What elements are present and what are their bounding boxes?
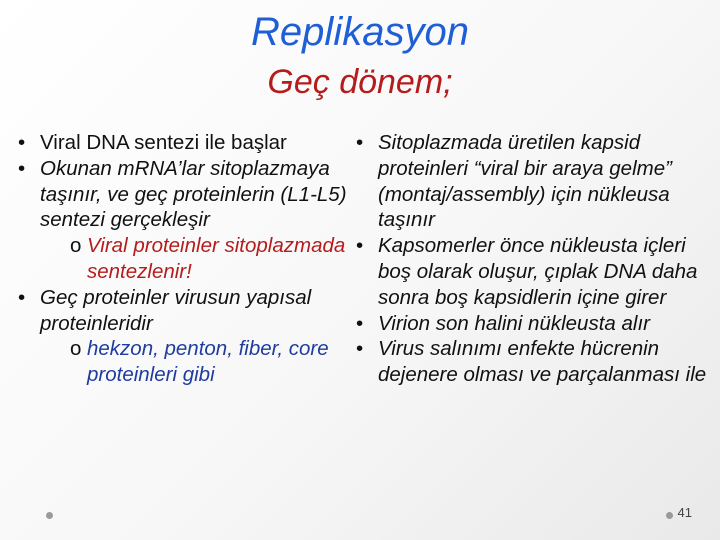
left-bullet-3 (18, 285, 370, 388)
left-bullet-2 (18, 156, 370, 285)
bullet-text: Geç proteinler virusun yapısal proteinleridir (40, 285, 312, 335)
sub-bullet-icon: o (70, 337, 82, 361)
bullet-text: Virus salınımı enfekte hücrenin dejenere olması ve parçalanması ile (378, 337, 707, 387)
sub-bullet-list (40, 233, 370, 285)
bullet-icon: • (18, 156, 26, 180)
right-bullet-2 (356, 233, 716, 310)
left-bullet-1 (18, 130, 370, 156)
left-sub-bullet-1 (40, 233, 370, 285)
footer-dot-right (666, 512, 673, 519)
bullet-icon: • (356, 131, 364, 154)
right-bullet-1 (356, 130, 716, 233)
bullet-icon: • (356, 311, 364, 335)
bullet-text: Okunan mRNA’lar sitoplazmaya taşınır, ve geç proteinlerin (L1-L5) sentezi gerçekleşir (40, 156, 347, 232)
bullet-icon: • (356, 234, 364, 258)
bullet-text: Sitoplazmada üretilen kapsid proteinleri “viral bir araya gelme” (montaj/assembly) için nükleusa taşınır (378, 131, 672, 232)
sub-bullet-text: Viral proteinler sitoplazmada sentezlenir! (87, 234, 346, 283)
bullet-text: Kapsomerler önce nükleusta içleri boş olarak oluşur, çıplak DNA daha sonra boş kapsidlerin içine girer (378, 234, 698, 309)
slide-title: Replikasyon (251, 10, 469, 54)
right-bullet-3 (356, 311, 716, 337)
bullet-text: Viral DNA sentezi ile başlar (40, 131, 287, 154)
bullet-icon: • (18, 131, 26, 154)
page-number: 41 (677, 505, 692, 520)
bullet-icon: • (18, 285, 26, 309)
sub-bullet-icon: o (70, 234, 82, 258)
sub-bullet-list (40, 336, 370, 388)
slide-subtitle: Geç dönem; (267, 63, 453, 101)
left-bullet-list (18, 130, 370, 388)
right-bullet-4 (356, 336, 716, 388)
bullet-icon: • (356, 337, 364, 361)
sub-bullet-text: hekzon, penton, fiber, core proteinleri gibi (87, 337, 329, 387)
footer-dot-left (46, 512, 53, 519)
bullet-text: Virion son halini nükleusta alır (378, 311, 650, 335)
right-bullet-list (356, 130, 716, 388)
left-sub-bullet-2 (40, 336, 370, 388)
